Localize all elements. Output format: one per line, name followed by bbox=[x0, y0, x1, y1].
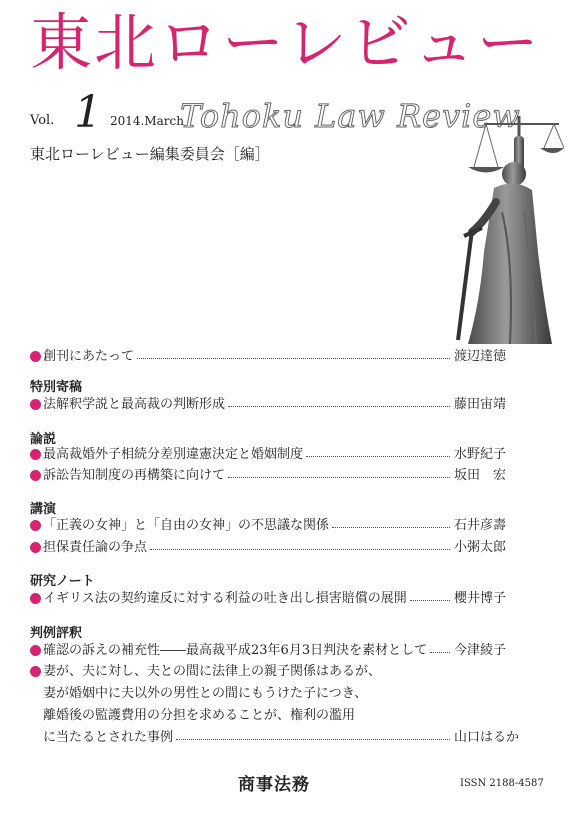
toc-entry-author: 今津綾子 bbox=[454, 643, 507, 658]
volume-label: Vol. bbox=[30, 113, 55, 128]
bullet-icon bbox=[30, 666, 41, 677]
volume-number: 1 bbox=[74, 87, 102, 138]
toc-entry-continuation: 離婚後の監護費用の分担を求めることが、権利の濫用 bbox=[43, 708, 356, 723]
toc-entry-author: 小粥太郎 bbox=[454, 540, 507, 555]
section-heading: 判例評釈 bbox=[30, 626, 83, 641]
section-heading: 論説 bbox=[30, 432, 57, 447]
dot-leader bbox=[150, 549, 450, 550]
editor-credit: 東北ローレビュー編集委員会［編］ bbox=[30, 145, 270, 163]
english-title: Tohoku Law Review bbox=[180, 97, 521, 135]
toc-entry-title: 創刊にあたって bbox=[43, 349, 135, 364]
toc-entry-title: 最高裁婚外子相続分差別違憲決定と婚姻制度 bbox=[43, 447, 304, 462]
dot-leader bbox=[228, 477, 450, 478]
dot-leader bbox=[306, 456, 450, 457]
toc-entry bbox=[30, 446, 516, 464]
dot-leader bbox=[332, 527, 450, 528]
bullet-icon bbox=[30, 593, 41, 604]
toc-entry-title: 訴訟告知制度の再構築に向けて bbox=[43, 468, 226, 483]
section-heading: 講演 bbox=[30, 502, 57, 517]
toc-entry-title: 確認の訴えの補充性――最高裁平成23年6月3日判決を素材として bbox=[43, 643, 428, 658]
bullet-icon bbox=[30, 399, 41, 410]
toc-entry-author: 藤田宙靖 bbox=[454, 397, 507, 412]
bullet-icon bbox=[30, 645, 41, 656]
publisher-name: 商事法務 bbox=[238, 775, 310, 795]
bullet-icon bbox=[30, 520, 41, 531]
toc-entry bbox=[30, 396, 516, 414]
toc-entry bbox=[30, 348, 516, 366]
toc-entry bbox=[30, 663, 516, 681]
toc-entry bbox=[30, 517, 516, 535]
dot-leader bbox=[410, 600, 450, 601]
toc-entry-title: 担保責任論の争点 bbox=[43, 540, 148, 555]
toc-entry bbox=[30, 642, 516, 660]
lady-justice-statue-icon bbox=[424, 112, 564, 348]
toc-entry-author: 石井彦壽 bbox=[454, 518, 507, 533]
issn-number: ISSN 2188-4587 bbox=[460, 778, 544, 789]
section-heading: 特別寄稿 bbox=[30, 380, 83, 395]
toc-entry-title: 妻が、夫に対し、夫との間に法律上の親子関係はあるが、 bbox=[43, 664, 382, 679]
bullet-icon bbox=[30, 470, 41, 481]
toc-entry bbox=[30, 590, 516, 608]
bullet-icon bbox=[30, 351, 41, 362]
toc-entry-author: 山口はるか bbox=[454, 730, 520, 745]
section-heading: 研究ノート bbox=[30, 574, 95, 589]
dot-leader bbox=[228, 406, 450, 407]
toc-entry-continuation: 妻が婚姻中に夫以外の男性との間にもうけた子につき、 bbox=[43, 686, 368, 701]
bullet-icon bbox=[30, 449, 41, 460]
toc-entry-author: 水野紀子 bbox=[454, 447, 507, 462]
toc-entry-title: 法解釈学説と最高裁の判断形成 bbox=[43, 397, 226, 412]
toc-entry-author: 坂田 宏 bbox=[454, 468, 507, 483]
toc-entry bbox=[30, 467, 516, 485]
toc-entry-last-line bbox=[30, 729, 520, 747]
issue-date: 2014.March bbox=[110, 114, 184, 128]
toc-entry-author: 櫻井博子 bbox=[454, 591, 507, 606]
toc-entry-title: 「正義の女神」と「自由の女神」の不思議な関係 bbox=[43, 518, 330, 533]
toc-entry-continuation: に当たるとされた事例 bbox=[43, 730, 174, 745]
toc-entry-author: 渡辺達徳 bbox=[454, 349, 507, 364]
dot-leader bbox=[176, 739, 450, 740]
dot-leader bbox=[430, 652, 450, 653]
journal-title: 東北ローレビュー bbox=[30, 6, 541, 79]
dot-leader bbox=[137, 358, 450, 359]
toc-entry bbox=[30, 539, 516, 557]
bullet-icon bbox=[30, 542, 41, 553]
toc-entry-title: イギリス法の契約違反に対する利益の吐き出し損害賠償の展開 bbox=[43, 591, 407, 606]
